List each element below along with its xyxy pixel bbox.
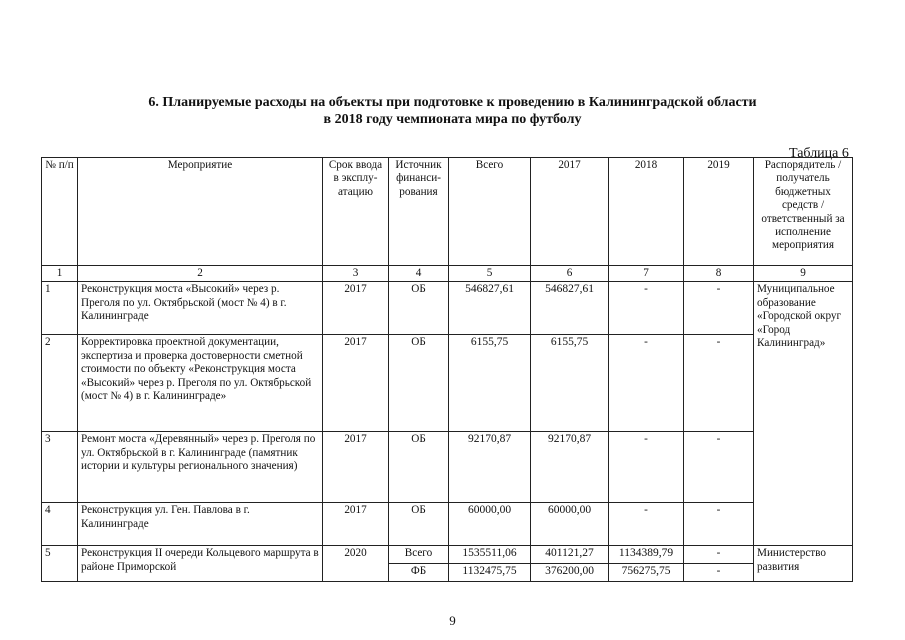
header-manager: Распорядитель / получатель бюджетных средств / ответственный за исполнение мероприятия: [754, 158, 853, 266]
column-number: 9: [754, 266, 853, 282]
row-source: ОБ: [389, 432, 449, 503]
row-term: 2020: [323, 546, 389, 582]
column-number: 1: [42, 266, 78, 282]
row-term: 2017: [323, 503, 389, 546]
table-row: [42, 282, 853, 335]
table-row: [42, 546, 853, 564]
row-2017: 546827,61: [531, 282, 609, 335]
row-2017: 401121,27: [531, 546, 609, 564]
section-title-line-2: в 2018 году чемпионата мира по футболу: [323, 112, 582, 127]
row-event: Реконструкция ул. Ген. Павлова в г. Калининграде: [78, 503, 323, 546]
row-event: Реконструкция моста «Высокий» через р. Преголя по ул. Октябрьской (мост № 4) в г. Калининграде: [78, 282, 323, 335]
column-number: 7: [609, 266, 684, 282]
column-number: 3: [323, 266, 389, 282]
header-2017: 2017: [531, 158, 609, 266]
row-total: 6155,75: [449, 335, 531, 432]
column-numbers-row: [42, 266, 853, 282]
row-2019: -: [684, 335, 754, 432]
table-row: [42, 503, 853, 546]
row-2019: -: [684, 564, 754, 582]
row-no: 5: [42, 546, 78, 582]
row-no: 3: [42, 432, 78, 503]
manager-ministry: Министерство развития: [754, 546, 853, 582]
row-2018: 1134389,79: [609, 546, 684, 564]
row-2018: -: [609, 282, 684, 335]
row-2017: 6155,75: [531, 335, 609, 432]
row-event: Реконструкция II очереди Кольцевого маршрута в районе Приморской: [78, 546, 323, 582]
row-no: 2: [42, 335, 78, 432]
header-2018: 2018: [609, 158, 684, 266]
row-no: 4: [42, 503, 78, 546]
row-term: 2017: [323, 335, 389, 432]
row-no: 1: [42, 282, 78, 335]
row-source: ОБ: [389, 335, 449, 432]
header-no: № п/п: [42, 158, 78, 266]
table-caption: Таблица 6: [789, 146, 849, 161]
header-2019: 2019: [684, 158, 754, 266]
row-total: 546827,61: [449, 282, 531, 335]
section-title-line-1: 6. Планируемые расходы на объекты при подготовке к проведению в Калининградской области: [148, 95, 757, 110]
page-number: 9: [449, 613, 456, 628]
column-number: 2: [78, 266, 323, 282]
row-2017: 92170,87: [531, 432, 609, 503]
row-2018: -: [609, 335, 684, 432]
column-number: 5: [449, 266, 531, 282]
row-2017: 376200,00: [531, 564, 609, 582]
header-term: Срок ввода в эксплу-атацию: [323, 158, 389, 266]
row-total: 92170,87: [449, 432, 531, 503]
table-row: [42, 432, 853, 503]
row-2019: -: [684, 282, 754, 335]
row-2018: -: [609, 432, 684, 503]
column-number: 8: [684, 266, 754, 282]
row-2019: -: [684, 503, 754, 546]
expenses-table: [41, 157, 853, 582]
row-event: Корректировка проектной документации, экспертиза и проверка достоверности сметной стоимости по объекту «Реконструкция моста «Высокий» через р. Преголя по ул. Октябрьской (мост № 4) в г. Калининграде»: [78, 335, 323, 432]
row-term: 2017: [323, 282, 389, 335]
header-source: Источник финанси-рования: [389, 158, 449, 266]
row-total: 1535511,06: [449, 546, 531, 564]
row-2019: -: [684, 546, 754, 564]
table-row: [42, 335, 853, 432]
column-number: 4: [389, 266, 449, 282]
row-total: 1132475,75: [449, 564, 531, 582]
row-total: 60000,00: [449, 503, 531, 546]
row-source: ОБ: [389, 282, 449, 335]
header-event: Мероприятие: [78, 158, 323, 266]
manager-municipal: Муниципальное образование «Городской округ «Город Калининград»: [754, 282, 853, 546]
row-2019: -: [684, 432, 754, 503]
row-event: Ремонт моста «Деревянный» через р. Преголя по ул. Октябрьской в г. Калининграде (памятник истории и культуры регионального значения): [78, 432, 323, 503]
row-2018: 756275,75: [609, 564, 684, 582]
row-2017: 60000,00: [531, 503, 609, 546]
row-source: Всего: [389, 546, 449, 564]
row-term: 2017: [323, 432, 389, 503]
row-2018: -: [609, 503, 684, 546]
header-total: Всего: [449, 158, 531, 266]
row-source: ФБ: [389, 564, 449, 582]
column-number: 6: [531, 266, 609, 282]
row-source: ОБ: [389, 503, 449, 546]
